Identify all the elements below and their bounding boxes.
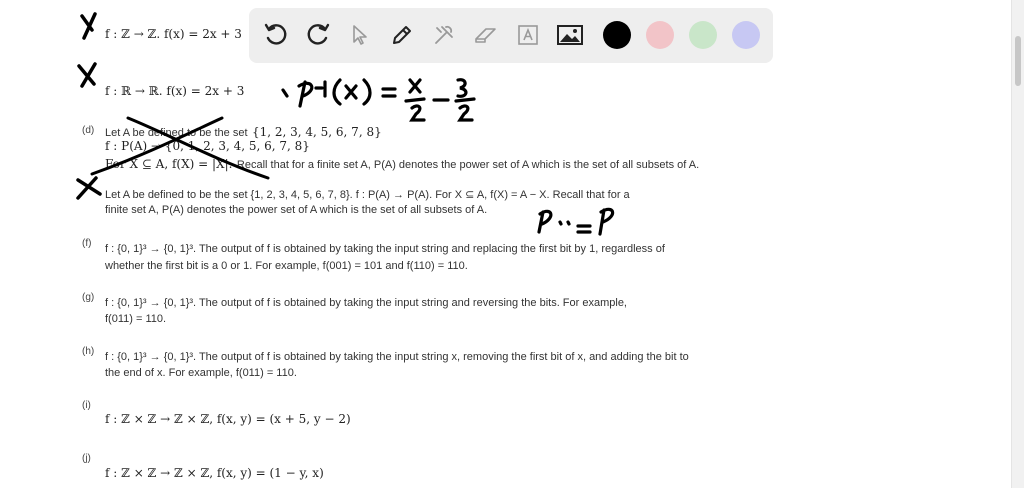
- problem-f-line1: f : {0, 1}³ → {0, 1}³. The output of f is obtained by taking the input string and replacing the first bit by 1, regardless of: [105, 243, 665, 255]
- problem-g-line1: f : {0, 1}³ → {0, 1}³. The output of f is obtained by taking the input string and reversing the bits. For example,: [105, 297, 627, 309]
- undo-icon: [263, 22, 289, 48]
- problem-h-line2: the end of x. For example, f(011) = 110.: [105, 367, 297, 379]
- problem-j-text: f : ℤ × ℤ → ℤ × ℤ, f(x, y) = (1 − y, x): [105, 466, 324, 480]
- image-tool-button[interactable]: [555, 20, 585, 50]
- redo-button[interactable]: [303, 20, 333, 50]
- problem-h-line1: f : {0, 1}³ → {0, 1}³. The output of f is obtained by taking the input string x, removing the first bit of x, and adding the bit to: [105, 351, 689, 363]
- color-green-swatch[interactable]: [689, 21, 717, 49]
- problem-i-label: (i): [82, 400, 91, 411]
- x-mark-e-icon: [78, 178, 100, 198]
- color-black-swatch[interactable]: [603, 21, 631, 49]
- pen-icon: [390, 23, 414, 47]
- problem-i-text: f : ℤ × ℤ → ℤ × ℤ, f(x, y) = (x + 5, y − 2): [105, 412, 351, 426]
- problem-d-line3-math: For X ⊆ A, f(X) = |X|.: [105, 157, 233, 171]
- problem-c-text: f : ℝ → ℝ. f(x) = 2x + 3: [105, 84, 245, 98]
- problem-j-label: (j): [82, 453, 91, 464]
- eraser-icon: [473, 23, 499, 47]
- problem-d-set: {1, 2, 3, 4, 5, 6, 7, 8}: [251, 125, 382, 139]
- problem-h-label: (h): [82, 346, 95, 357]
- scrollbar-thumb[interactable]: [1015, 36, 1021, 86]
- problem-f-line2: whether the first bit is a 0 or 1. For example, f(001) = 101 and f(110) = 110.: [105, 260, 468, 272]
- eraser-tool-button[interactable]: [471, 20, 501, 50]
- problem-g-label: (g): [82, 292, 95, 303]
- problem-e-line2: finite set A, P(A) denotes the power set of A which is the set of all subsets of A.: [105, 204, 488, 216]
- vertical-scrollbar[interactable]: [1011, 0, 1024, 488]
- problem-d-line3-text: Recall that for a finite set A, P(A) denotes the power set of A which is the set of all subsets of A.: [236, 159, 700, 171]
- select-tool-button[interactable]: [345, 20, 375, 50]
- inverse-formula-ink: [283, 80, 474, 120]
- image-icon: [556, 23, 584, 47]
- color-pink-swatch[interactable]: [646, 21, 674, 49]
- text-tool-button[interactable]: [513, 20, 543, 50]
- text-icon: [516, 23, 540, 47]
- color-lavender-swatch[interactable]: [732, 21, 760, 49]
- tools-icon: [432, 23, 456, 47]
- problem-d-line1-text: Let A be defined to be the set: [105, 127, 248, 139]
- problem-e-line1: Let A be defined to be the set {1, 2, 3, 4, 5, 6, 7, 8}. f : P(A) → P(A). For X ⊆ A, f(X) = A − X. Recall that for a: [105, 189, 630, 201]
- tools-button[interactable]: [429, 20, 459, 50]
- redo-icon: [305, 22, 331, 48]
- drawing-toolbar: [249, 8, 773, 63]
- checkmark-b-icon: [82, 14, 95, 38]
- crossout-d-icon: [92, 118, 268, 178]
- inverse-e-ink: [539, 209, 613, 234]
- problem-d-line2: f : P(A) → {0, 1, 2, 3, 4, 5, 6, 7, 8}: [105, 139, 310, 153]
- x-mark-c-icon: [79, 64, 95, 86]
- problem-b-text: f : ℤ → ℤ. f(x) = 2x + 3: [105, 27, 242, 41]
- problem-f-label: (f): [82, 238, 92, 249]
- pen-tool-button[interactable]: [387, 20, 417, 50]
- problem-g-line2: f(011) = 110.: [105, 313, 167, 325]
- pointer-icon: [348, 23, 372, 47]
- problem-d-label: (d): [82, 125, 95, 136]
- undo-button[interactable]: [261, 20, 291, 50]
